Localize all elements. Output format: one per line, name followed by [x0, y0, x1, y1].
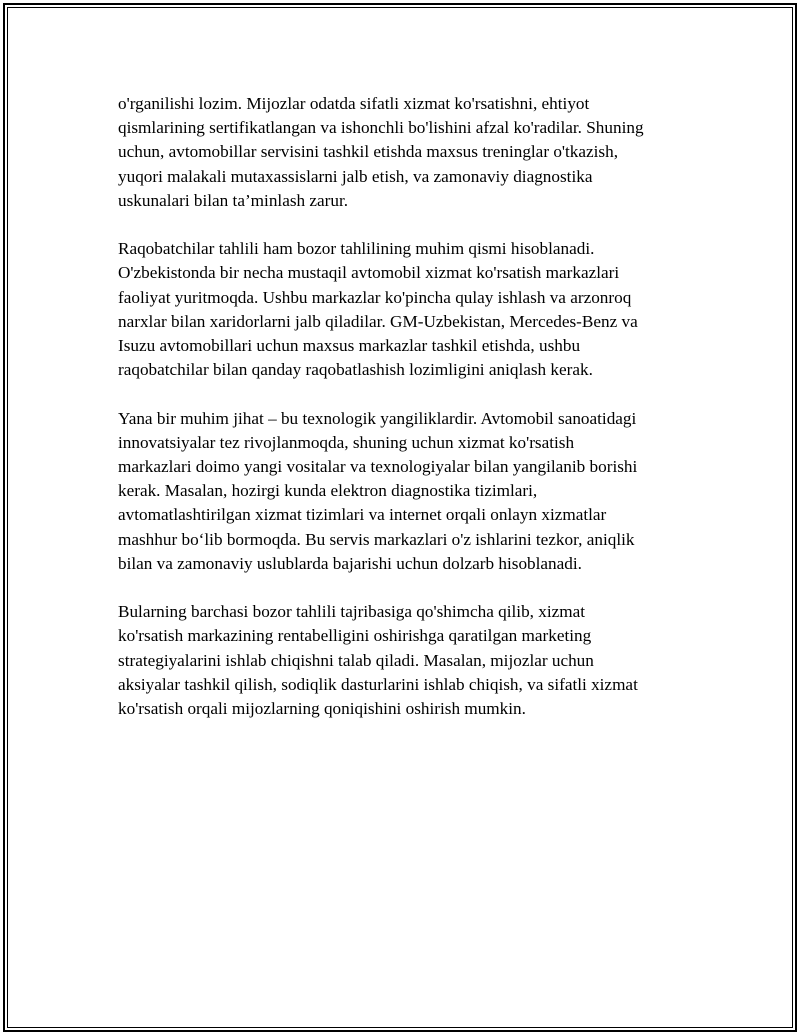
paragraph-1-line-5: uskunalari bilan ta’minlash zarur. [118, 190, 349, 210]
paragraph-2-line-6: raqobatchilar bilan qanday raqobatlashish lozimligini aniqlash kerak. [118, 360, 593, 380]
paragraph-2-line-1: Raqobatchilar tahlili ham bozor tahlilining muhim qismi hisoblanadi. [118, 239, 595, 259]
paragraph-3-line-5: avtomatlashtirilgan xizmat tizimlari va internet orqali onlayn xizmatlar [118, 505, 607, 525]
paragraph-4-line-5: ko'rsatish orqali mijozlarning qoniqishini oshirish mumkin. [118, 699, 526, 719]
paragraph-3-line-4: kerak. Masalan, hozirgi kunda elektron diagnostika tizimlari, [118, 481, 538, 501]
paragraph-4-line-2: ko'rsatish markazining rentabelligini oshirishga qaratilgan marketing [118, 626, 592, 646]
paragraph-3-line-1: Yana bir muhim jihat – bu texnologik yangiliklardir. Avtomobil sanoatidagi [118, 408, 637, 428]
paragraph-3-line-2: innovatsiyalar tez rivojlanmoqda, shuning uchun xizmat ko'rsatish [118, 432, 575, 452]
paragraph-2-line-4: narxlar bilan xaridorlarni jalb qiladilar. GM-Uzbekistan, Mercedes-Benz va [118, 311, 638, 331]
paragraph-1 [118, 92, 690, 213]
document-body [118, 92, 690, 745]
paragraph-4-line-3: strategiyalarini ishlab chiqishni talab qiladi. Masalan, mijozlar uchun [118, 650, 594, 670]
paragraph-4 [118, 600, 690, 721]
paragraph-3-line-3: markazlari doimo yangi vositalar va texnologiyalar bilan yangilanib borishi [118, 457, 638, 477]
paragraph-2-line-5: Isuzu avtomobillari uchun maxsus markazlar tashkil etishda, ushbu [118, 336, 581, 356]
paragraph-2-line-2: O'zbekistonda bir necha mustaqil avtomobil xizmat ko'rsatish markazlari [118, 263, 620, 283]
paragraph-2 [118, 237, 690, 382]
paragraph-4-line-4: aksiyalar tashkil qilish, sodiqlik dasturlarini ishlab chiqish, va sifatli xizmat [118, 674, 638, 694]
paragraph-1-line-1: o'rganilishi lozim. Mijozlar odatda sifatli xizmat ko'rsatishni, ehtiyot [118, 94, 590, 113]
paragraph-1-line-3: uchun, avtomobillar servisini tashkil etishda maxsus treninglar o'tkazish, [118, 142, 619, 162]
paragraph-1-line-4: yuqori malakali mutaxassislarni jalb etish, va zamonaviy diagnostika [118, 166, 593, 186]
paragraph-3-line-6: mashhur bo‘lib bormoqda. Bu servis markazlari o'z ishlarini tezkor, aniqlik [118, 529, 635, 549]
paragraph-3-line-7: bilan va zamonaviy uslublarda bajarishi uchun dolzarb hisoblanadi. [118, 553, 582, 573]
paragraph-4-line-1: Bularning barchasi bozor tahlili tajribasiga qo'shimcha qilib, xizmat [118, 602, 586, 622]
paragraph-3 [118, 407, 690, 576]
paragraph-1-line-2: qismlarining sertifikatlangan va ishonchli bo'lishini afzal ko'radilar. Shuning [118, 118, 644, 138]
paragraph-2-line-3: faoliyat yuritmoqda. Ushbu markazlar ko'pincha qulay ishlash va arzonroq [118, 287, 632, 307]
